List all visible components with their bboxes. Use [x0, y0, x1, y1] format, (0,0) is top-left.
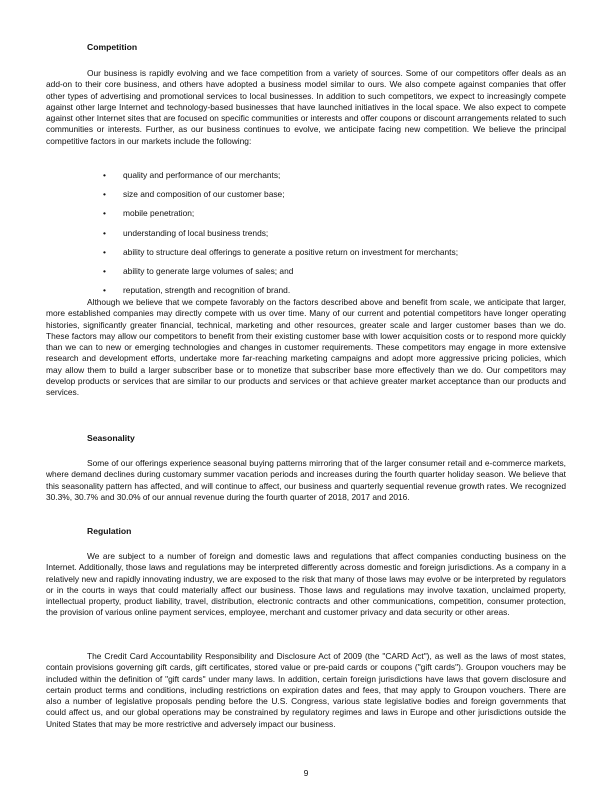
list-item [103, 247, 563, 266]
bullet-icon: • [103, 208, 106, 219]
bullet-icon: • [103, 189, 106, 200]
list-item-text: quality and performance of our merchants; [123, 170, 281, 180]
page-number: 9 [303, 768, 309, 778]
list-item [103, 189, 563, 208]
list-item-text: understanding of local business trends; [123, 227, 269, 238]
list-item [103, 266, 563, 285]
list-item [103, 170, 563, 189]
bullet-icon: • [103, 285, 106, 296]
regulation-paragraph-2: The Credit Card Accountability Responsibility and Disclosure Act of 2009 (the "CARD Act"), as well as the laws of most states, contain provisions governing gift cards, gift certificates, stored value or pre-paid cards or coupons ("gift cards"). Groupon vouchers may be included within the definition of "gift cards" under many laws. In addition, certain foreign jurisdictions have laws that govern disclosure and certain product terms and conditions, including restrictions on expiration dates and fees, that may apply to Groupon vouchers. There are also a number of legislative proposals pending before the U.S. Congress, various state legislative bodies and foreign governments that could affect us, and our global operations may be constrained by regulatory regimes and laws in Europe and other jurisdictions outside the United States that may be more restrictive and adversely impact our business. [46, 651, 566, 729]
bullet-icon: • [103, 227, 106, 238]
competition-closing-paragraph: Although we believe that we compete favorably on the factors described above and benefit from scale, we anticipate that larger, more established companies may directly compete with us over time. Many of our current and potential competitors have longer operating histories, significantly greater financial, technical, marketing and other resources, greater scale and larger customer bases than we do. These factors may allow our competitors to benefit from their existing customer base with lower acquisition costs or to respond more quickly than we can to new or emerging technologies and changes in customer requirements. These competitors may engage in more extensive research and development efforts, undertake more far-reaching marketing campaigns and adopt more aggressive pricing policies, which may allow them to build a larger subscriber base or to monetize that subscriber base more effectively than we do. Our competitors may develop products or services that are similar to our products and services or that achieve greater market acceptance than our products and services. [46, 297, 566, 398]
seasonality-heading: Seasonality [87, 433, 135, 443]
seasonality-paragraph: Some of our offerings experience seasonal buying patterns mirroring that of the larger consumer retail and e-commerce markets, where demand declines during customary summer vacation periods and increases during the fourth quarter holiday season. We believe that this seasonality pattern has affected, and will continue to affect, our business and quarterly sequential revenue growth rates. We recognized 30.3%, 30.7% and 30.0% of our annual revenue during the fourth quarter of 2018, 2017 and 2016. [46, 458, 566, 502]
list-item [103, 228, 563, 247]
list-item-text: mobile penetration; [123, 208, 195, 219]
competition-intro-paragraph: Our business is rapidly evolving and we face competition from a variety of sources. Some of our competitors offer deals as an add-on to their core business, and others have adopted a business model similar to ours. We also compete against companies that offer other types of advertising and promotional services to local businesses. In addition to such competitors, we expect to increasingly compete against other large Internet and technology-based businesses that have launched initiatives in the local space. We also expect to compete against other Internet sites that are focused on specific communities or interests and offer coupons or discount arrangements related to such communities or interests. Further, as our business continues to evolve, we anticipate facing new competition. We believe the principal competitive factors in our markets include the following: [46, 68, 566, 146]
list-item-text: ability to generate large volumes of sales; and [123, 265, 294, 276]
list-item-text: size and composition of our customer base; [123, 189, 285, 200]
regulation-paragraph-1: We are subject to a number of foreign and domestic laws and regulations that affect companies conducting business on the Internet. Additionally, those laws and regulations may be interpreted differently across domestic and foreign jurisdictions. As a company in a relatively new and rapidly innovating industry, we are exposed to the risk that many of those laws may evolve or be interpreted by regulators or in the courts in ways that could materially affect our business. Those laws and regulations may involve taxation, unclaimed property, intellectual property, product liability, travel, distribution, electronic contracts and other communications, competition, consumer protection, the provision of various online payment services, employee, merchant and customer privacy and data security or other areas. [46, 551, 566, 618]
list-item-text: ability to structure deal offerings to generate a positive return on investment for merchants; [123, 246, 459, 257]
competition-heading: Competition [87, 42, 138, 52]
list-item [103, 208, 563, 227]
regulation-heading: Regulation [87, 526, 132, 536]
competitive-factors-list [103, 170, 563, 304]
list-item-text: reputation, strength and recognition of brand. [123, 285, 291, 296]
bullet-icon: • [103, 246, 106, 257]
bullet-icon: • [103, 170, 106, 180]
bullet-icon: • [103, 265, 106, 276]
